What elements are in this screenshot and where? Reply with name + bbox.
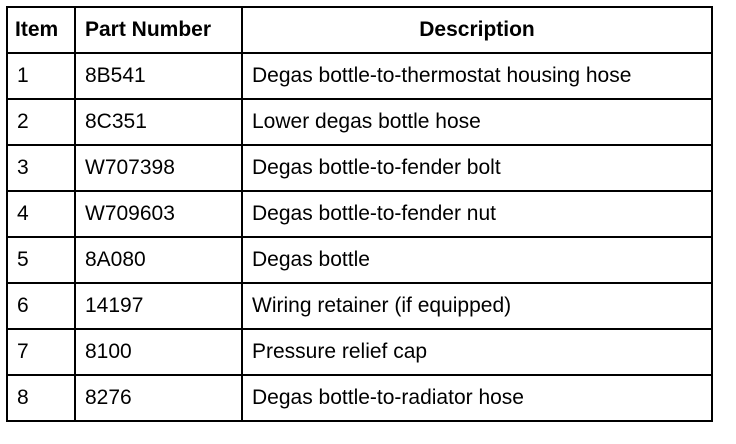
- description-cell: Degas bottle-to-thermostat housing hose: [242, 53, 712, 99]
- table-row: [7, 283, 712, 329]
- part-number-cell: W709603: [75, 191, 242, 237]
- item-cell: 3: [7, 145, 75, 191]
- table-row: [7, 329, 712, 375]
- description-cell: Degas bottle: [242, 237, 712, 283]
- table-row: [7, 99, 712, 145]
- item-cell: 6: [7, 283, 75, 329]
- table-row: [7, 191, 712, 237]
- item-cell: 7: [7, 329, 75, 375]
- item-cell: 5: [7, 237, 75, 283]
- item-cell: 8: [7, 375, 75, 421]
- description-cell: Degas bottle-to-fender bolt: [242, 145, 712, 191]
- part-number-cell: 8C351: [75, 99, 242, 145]
- parts-table: [6, 6, 713, 422]
- description-cell: Wiring retainer (if equipped): [242, 283, 712, 329]
- part-number-cell: 8B541: [75, 53, 242, 99]
- table-row: [7, 237, 712, 283]
- table-row: [7, 145, 712, 191]
- item-cell: 2: [7, 99, 75, 145]
- description-cell: Degas bottle-to-radiator hose: [242, 375, 712, 421]
- description-cell: Pressure relief cap: [242, 329, 712, 375]
- part-number-cell: 8100: [75, 329, 242, 375]
- column-header-item: Item: [7, 7, 75, 53]
- item-cell: 4: [7, 191, 75, 237]
- column-header-part-number: Part Number: [75, 7, 242, 53]
- part-number-cell: 8A080: [75, 237, 242, 283]
- part-number-cell: 14197: [75, 283, 242, 329]
- part-number-cell: W707398: [75, 145, 242, 191]
- column-header-description: Description: [242, 7, 712, 53]
- table-row: [7, 375, 712, 421]
- description-cell: Degas bottle-to-fender nut: [242, 191, 712, 237]
- description-cell: Lower degas bottle hose: [242, 99, 712, 145]
- part-number-cell: 8276: [75, 375, 242, 421]
- table-header-row: [7, 7, 712, 53]
- item-cell: 1: [7, 53, 75, 99]
- table-row: [7, 53, 712, 99]
